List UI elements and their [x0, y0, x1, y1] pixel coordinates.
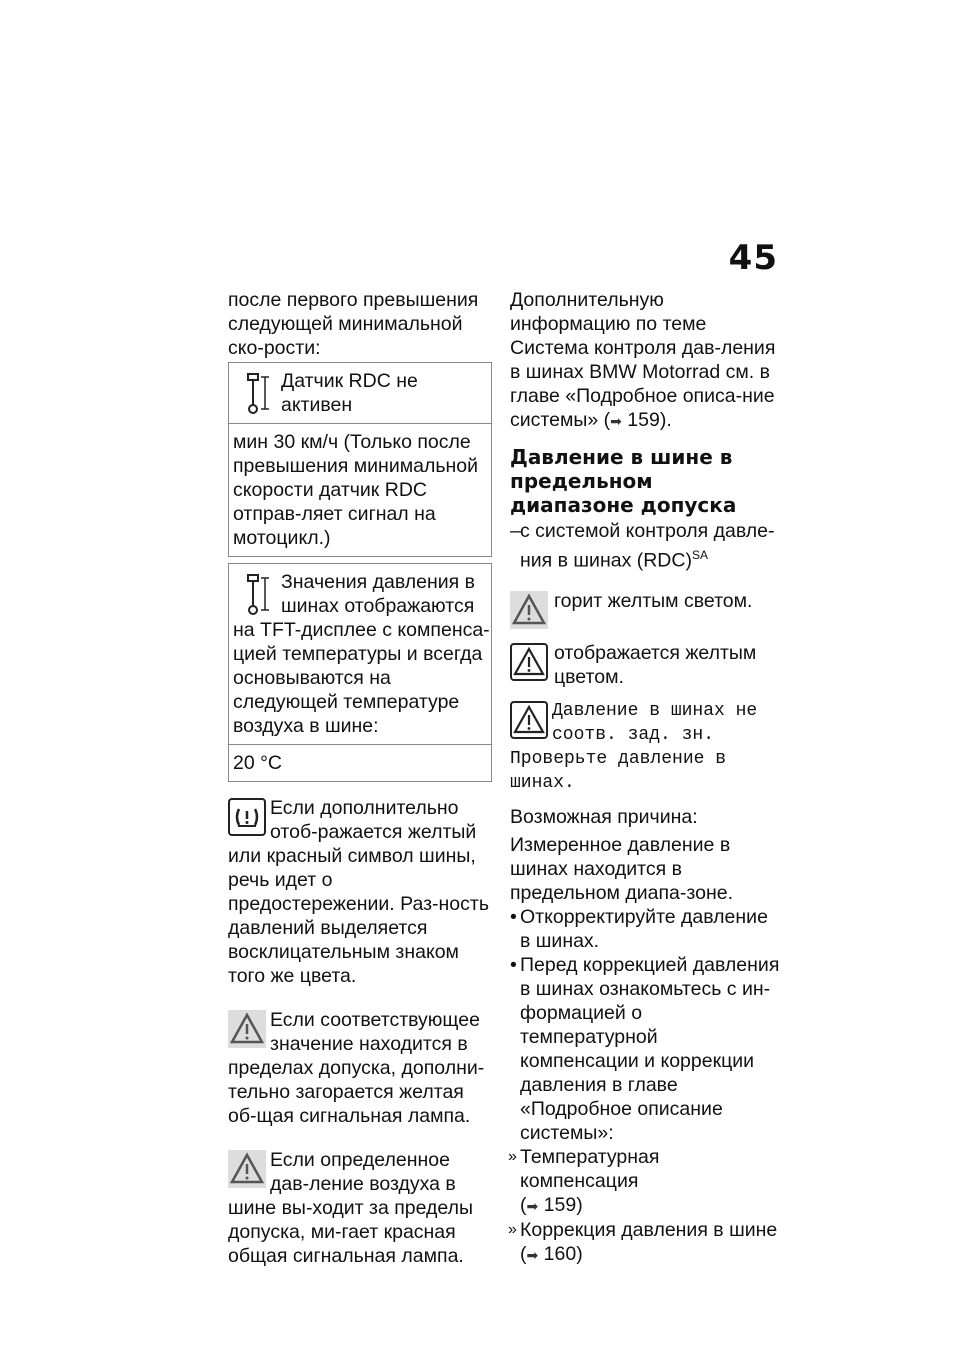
- tire-warning-block: [228, 796, 492, 988]
- warning-triangle-icon: [510, 591, 548, 629]
- reference-item[interactable]: [510, 1145, 780, 1218]
- page-reference[interactable]: (➡ 159): [520, 1193, 583, 1216]
- reference-list: [510, 1145, 780, 1267]
- reference-item[interactable]: [510, 1218, 780, 1267]
- equipment-note-sup: SA: [691, 548, 708, 562]
- reference-label: Температурная компенсация: [520, 1145, 660, 1192]
- right-column: [510, 288, 780, 1267]
- yellow-lamp-text: Если соответствующее значение находится в пределах допуска, дополни-тельно загорается желтая об-щая сигнальная лампа.: [228, 1009, 485, 1127]
- display-message-block: [510, 699, 780, 795]
- page-reference[interactable]: (➡ 159).: [603, 409, 672, 431]
- equipment-note: [510, 519, 780, 573]
- tire-pressure-sensor-icon: [239, 371, 273, 415]
- more-info-text: [510, 288, 780, 433]
- arrow-right-icon: ➡: [526, 1246, 539, 1263]
- yellow-lamp-block: [228, 1008, 492, 1128]
- page-reference-number: 159).: [627, 409, 672, 431]
- reference-label: Коррекция давления в шине: [520, 1218, 778, 1241]
- warning-row: [510, 589, 780, 631]
- warning-triangle-icon: [510, 643, 548, 681]
- equipment-note-body: с системой контроля давле-ния в шинах (RDC): [520, 520, 775, 572]
- table-row: [228, 745, 492, 782]
- warning-triangle-icon: [228, 1150, 266, 1188]
- warning-row-text: горит желтым светом.: [554, 589, 753, 612]
- tire-warning-text: Если дополнительно отоб-ражается желтый или красный символ шины, речь идет о предостережении. Раз-ность давлений выделяется восклицательным знаком того же цвета.: [228, 797, 489, 987]
- warning-triangle-icon: [228, 1010, 266, 1048]
- table-row-value: 20 °C: [233, 752, 282, 774]
- display-message-text: Давление в шинах не соотв. зад. зн. Проверьте давление в шинах.: [510, 700, 758, 793]
- red-lamp-text: Если определенное дав-ление воздуха в шине вы-ходит за пределы допуска, ми-гает красная общая сигнальная лампа.: [228, 1149, 473, 1267]
- cause-text: Измеренное давление в шинах находится в предельном диапа-зоне.: [510, 833, 733, 904]
- action-list: [510, 905, 780, 1145]
- table-row: [228, 363, 492, 424]
- arrow-right-icon: ➡: [610, 413, 622, 429]
- page-reference-number: 159): [543, 1193, 583, 1216]
- cause-label: Возможная причина:: [510, 805, 698, 828]
- intro-text: после первого превышения следующей минимальной ско-рости:: [228, 289, 479, 359]
- page-number: 45: [728, 238, 778, 278]
- warning-row: [510, 641, 780, 689]
- dash-marker: –: [510, 520, 521, 542]
- equipment-note-text: [520, 519, 780, 573]
- table-row-text: мин 30 км/ч (Только после превышения минимальной скорости датчик RDC отправ-ляет сигнал на мотоцикл.): [233, 431, 479, 549]
- red-lamp-block: [228, 1148, 492, 1268]
- left-column: [228, 288, 492, 1268]
- page-reference-number: 160): [543, 1242, 583, 1265]
- page-reference[interactable]: (➡ 160): [520, 1242, 583, 1265]
- tire-warning-icon: [228, 798, 266, 836]
- table-row: [228, 424, 492, 557]
- more-info-body: Дополнительную информацию по теме Система контроля дав-ления в шинах BMW Motorrad см. в главе «Подробное описа-ние системы»: [510, 289, 776, 431]
- warning-triangle-icon: [510, 701, 548, 739]
- table-row: [228, 563, 492, 745]
- warning-row-text: отображается желтым цветом.: [554, 641, 757, 688]
- sensor-table: [228, 362, 492, 782]
- arrow-right-icon: ➡: [526, 1197, 539, 1214]
- table-row-title: Датчик RDC не активен: [281, 370, 418, 416]
- section-heading: Давление в шине в предельном диапазоне допуска: [510, 445, 737, 517]
- table-row-text: Значения давления в шинах отображаются на TFT-дисплее с компенса-цией температуры и всегда основываются на следующей температуре воздуха в шине:: [233, 571, 490, 737]
- list-item: • Перед коррекцией давления в шинах ознакомьтесь с ин-формацией о температурной компенсации и коррекции давления в главе «Подробное описание системы»:: [510, 953, 780, 1145]
- tire-pressure-sensor-icon: [239, 572, 273, 616]
- list-item: • Откорректируйте давление в шинах.: [510, 905, 780, 953]
